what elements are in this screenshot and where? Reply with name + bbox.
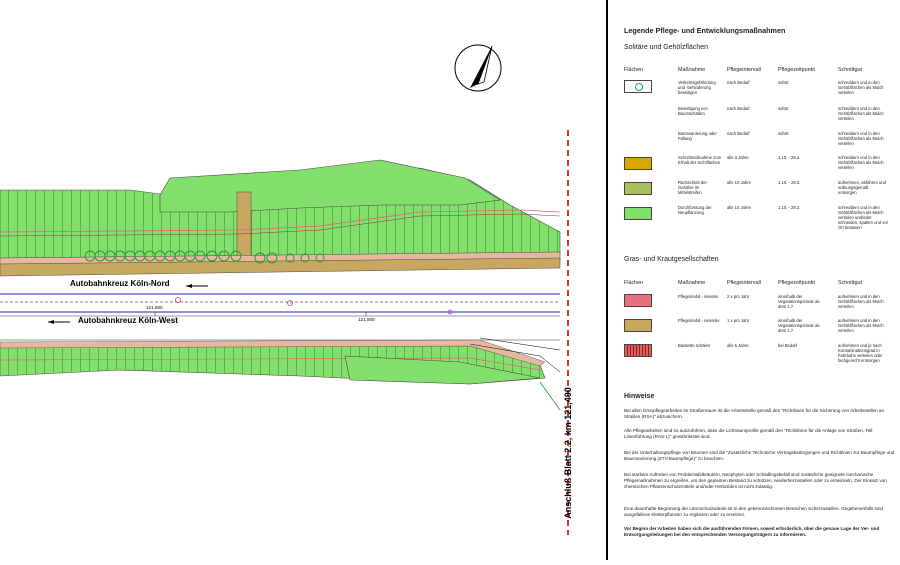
row6-zeitpunkt: 1.10. - 28.2. [778,205,801,210]
label-koeln-west: Autobahnkreuz Köln-West [78,316,178,325]
row4-intervall: alle 3 Jahre [727,155,749,160]
match-line-label: Anschluß Blatt 2.2, km 121,400 [563,387,573,519]
row3-zeitpunkt: sofort [778,131,789,136]
g-row1-zeitpunkt: innerhalb der Vegetationsperiode ab dem 1.7. [778,294,820,309]
swatch-ochre [624,157,652,170]
g-row2-zeitpunkt: innerhalb der Vegetationsperiode ab dem 1.7. [778,318,820,333]
header-massnahme: Maßnahme [678,67,706,73]
row2-zeitpunkt: sofort [778,106,789,111]
hinweis-5: Eine dauerhafte Begrünung der Lärmschutzwände ist in den gekennzeichneten Bereichen sicherzustellen. Gegebenenfalls sind ausgefallene Kletterpflanzen zu ergänzen oder zu ersetzen. [624,506,883,517]
g-row1-massnahme: Pflegemahd - intensiv [678,294,719,299]
header2-schnittgut: Schnittgut [838,280,862,286]
hinweis-4: Bei starkem Auftreten von Problemwildkräutern, Neophyten oder Schädlingsbefall sind zusätzliche geeignete mechanische Pflegemaßnahmen zu ergreifen, um den geplanten Bestand zu schützen, wiederherzustellen oder zu entwickeln. Der Einsatz von chemischen Pflanzenschutzmitteln und/oder Herbiziden ist nicht zulässig. [624,472,887,489]
header-flaechen: Flächen [624,67,644,73]
g-row3-intervall: alle 5 Jahre [727,343,749,348]
lower-planting-area [0,338,560,410]
station-121600: 121,600 [146,305,163,310]
row1-schnittgut: schreddern und in den Gehölzflächen als Mulch verteilen [838,80,884,95]
header2-intervall: Pflegeintervall [727,280,761,286]
legend-panel [610,0,900,560]
row6-schnittgut: schreddern und in den Gehölzflächen als Mulch verteilen und/oder schneiden, spalten und vor Ort belassen [838,205,889,230]
hinweis-6: Vor Beginn der Arbeiten haben sich die ausführenden Firmen, soweit erforderlich, über die genaue Lage der Ver- und Entsorgungsleitungen bei den entsprechenden Versorgungsträgern zu informieren. [624,526,880,537]
row3-massnahme: Baumsanierung oder Fällung [678,131,717,141]
hinweis-3: Bei der Unterhaltungspflege von Bäumen sind die "Zusätzliche Technische Vertragsbedingungen und Richtlinien zur Baumpflege und Baumsanierung (ZTV-Baumpflege)" zu beachten. [624,450,895,461]
row3-intervall: nach Bedarf [727,131,750,136]
header2-flaechen: Flächen [624,280,644,286]
g-row3-schnittgut: aufnehmen und je nach Kontaminationsgrad in Fahrbahn verteilen oder fachgerecht entsorgen [838,343,883,363]
header-schnittgut: Schnittgut [838,67,862,73]
station-121500: 121,500 [358,317,375,322]
header2-massnahme: Maßnahme [678,280,706,286]
tree-ring-icon [635,83,643,91]
section-gehoelz: Solitäre und Gehölzflächen [624,44,709,51]
legend-title: Legende Pflege- und Entwicklungsmaßnahmen [624,26,786,35]
hinweis-1: Bei allen Grünpflegearbeiten im Straßenraum ist die Arbeitsstelle gemäß den "Richtlinien für die Sicherung von Arbeitsstellen an Straßen (RSA)" abzusichern. [624,408,885,419]
row6-intervall: alle 10 Jahre [727,205,751,210]
swatch-pink [624,294,652,307]
swatch-ring [624,80,652,93]
row4-massnahme: Schnittmaßnahme zum Erhalt der Sichtflächen [678,155,722,165]
row1-intervall: nach Bedarf [727,80,750,85]
g-row1-intervall: 2 x pro Jahr [727,294,750,299]
section-gras: Gras- und Krautgesellschaften [624,256,719,263]
header2-zeitpunkt: Pflegezeitpunkt [778,280,815,286]
row5-zeitpunkt: 1.10. - 28.2. [778,180,801,185]
row5-intervall: alle 10 Jahre [727,180,751,185]
row2-massnahme: Beseitigung von Baumschäden [678,106,708,116]
g-row3-massnahme: Bankette schälen [678,343,711,348]
north-arrow-icon [455,45,501,91]
row2-schnittgut: schreddern und in den Gehölzflächen als Mulch verteilen [838,106,884,121]
row4-schnittgut: schreddern und in den Gehölzflächen als Mulch verteilen [838,155,884,170]
upper-planting-area [0,160,560,276]
g-row1-schnittgut: aufnehmen und in den Gehölzflächen als Mulch verteilen [838,294,884,309]
row6-massnahme: Durchforstung der Neupflanzung [678,205,712,215]
hinweis-2: Alle Pflegearbeiten sind so auszuführen, dass die Lichtraumprofile gemäß den "Richtlinien für die Anlage von Straßen, Teil: Linienführung (RAS-L)" gewährleistet sind. [624,428,874,439]
header-zeitpunkt: Pflegezeitpunkt [778,67,815,73]
row5-massnahme: Rückschnitt der Gehölze im Mittelstreifen [678,180,707,195]
row1-zeitpunkt: sofort [778,80,789,85]
header-intervall: Pflegeintervall [727,67,761,73]
row2-intervall: nach Bedarf [727,106,750,111]
swatch-green [624,207,652,220]
g-row2-intervall: 1 x pro Jahr [727,318,750,323]
g-row2-massnahme: Pflegemahd - extensiv [678,318,720,323]
g-row3-zeitpunkt: bei Bedarf [778,343,798,348]
label-koeln-nord: Autobahnkreuz Köln-Nord [70,279,170,288]
carriageway [0,284,560,340]
panel-divider [606,0,608,560]
hinweise-title: Hinweise [624,393,655,400]
row5-schnittgut: aufnehmen, abfahren und ordnungsgemäß entsorgen [838,180,886,195]
swatch-stripes [624,344,652,357]
g-row2-schnittgut: aufnehmen und in den Gehölzflächen als Mulch verteilen [838,318,884,333]
row1-massnahme: Verkehrsgefährdung und -behinderung beseitigen [678,80,716,95]
row3-schnittgut: schreddern und in den Gehölzflächen als Mulch verteilen [838,131,884,146]
swatch-tan [624,319,652,332]
swatch-olive [624,182,652,195]
row4-zeitpunkt: 1.10. - 28.2. [778,155,801,160]
